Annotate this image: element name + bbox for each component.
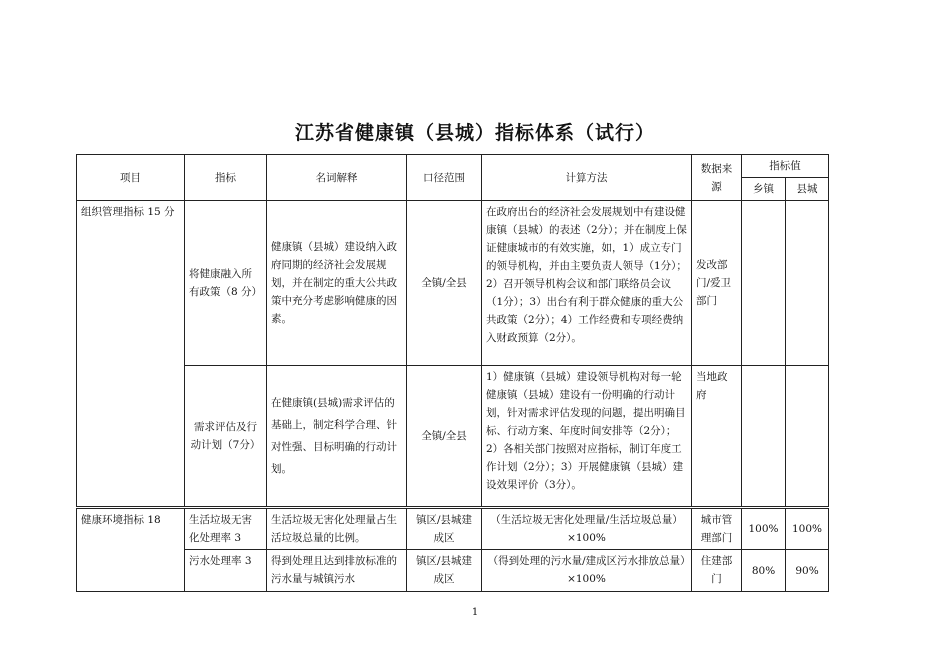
header-town: 乡镇 (742, 178, 786, 201)
indicator-cell: 污水处理率 3 (185, 550, 267, 592)
source-cell: 发改部门/爱卫部门 (692, 201, 742, 366)
header-source: 数据来源 (692, 155, 742, 201)
county-value-cell: 90% (786, 550, 829, 592)
table-row (77, 366, 829, 508)
town-value-cell: 80% (742, 550, 786, 592)
definition-cell: 在健康镇(县城)需求评估的基础上，制定科学合理、针对性强、目标明确的行动计划。 (267, 366, 407, 508)
indicator-cell: 将健康融入所有政策（8 分） (185, 201, 267, 366)
page-number: 1 (471, 607, 479, 618)
header-indicator: 指标 (185, 155, 267, 201)
county-value-cell (786, 366, 829, 508)
definition-cell: 得到处理且达到排放标准的污水量与城镇污水 (267, 550, 407, 592)
scope-cell: 镇区/县城建成区 (407, 550, 482, 592)
town-value-cell (742, 201, 786, 366)
page-title: 江苏省健康镇（县城）指标体系（试行） (294, 122, 655, 144)
header-method: 计算方法 (482, 155, 692, 201)
header-definition: 名词解释 (267, 155, 407, 201)
header-scope: 口径范围 (407, 155, 482, 201)
method-cell: 在政府出台的经济社会发展规划中有建设健康镇（县城）的表述（2分）；并在制度上保证健康城市的有效实施，如，1）成立专门的领导机构，并由主要负责人领导（1分）；2）召开领导机构会议和部门联络员会议（1分）；3）出台有利于群众健康的重大公共政策（2分）；4）工作经费和专项经费纳入财政预算（2分）。 (482, 201, 692, 366)
table-row (77, 550, 829, 592)
header-project: 项目 (77, 155, 185, 201)
project-cell: 健康环境指标 18 (77, 508, 185, 592)
method-cell: （生活垃圾无害化处理量/生活垃圾总量）×100% (482, 508, 692, 550)
indicator-cell: 生活垃圾无害化处理率 3 (185, 508, 267, 550)
definition-cell: 生活垃圾无害化处理量占生活垃圾总量的比例。 (267, 508, 407, 550)
town-value-cell (742, 366, 786, 508)
source-cell: 当地政府 (692, 366, 742, 508)
header-target: 指标值 (742, 155, 829, 178)
county-value-cell: 100% (786, 508, 829, 550)
method-cell: （得到处理的污水量/建成区污水排放总量）×100% (482, 550, 692, 592)
method-cell: 1）健康镇（县城）建设领导机构对每一轮健康镇（县城）建设有一份明确的行动计划，针对需求评估发现的问题，提出明确目标、行动方案、年度时间安排等（2分）；2）各相关部门按照对应指标，制订年度工作计划（2分）；3）开展健康镇（县城）建设效果评价（3分）。 (482, 366, 692, 508)
indicator-table (76, 154, 829, 592)
source-cell: 城市管理部门 (692, 508, 742, 550)
town-value-cell: 100% (742, 508, 786, 550)
definition-cell: 健康镇（县城）建设纳入政府同期的经济社会发展规划，并在制定的重大公共政策中充分考虑影响健康的因素。 (267, 201, 407, 366)
header-row (77, 155, 829, 178)
source-cell: 住建部门 (692, 550, 742, 592)
county-value-cell (786, 201, 829, 366)
scope-cell: 全镇/全县 (407, 201, 482, 366)
table-row (77, 508, 829, 550)
project-cell: 组织管理指标 15 分 (77, 201, 185, 508)
header-county: 县城 (786, 178, 829, 201)
scope-cell: 全镇/全县 (407, 366, 482, 508)
table-row (77, 201, 829, 366)
scope-cell: 镇区/县城建成区 (407, 508, 482, 550)
indicator-cell: 需求评估及行动计划（7分） (185, 366, 267, 508)
